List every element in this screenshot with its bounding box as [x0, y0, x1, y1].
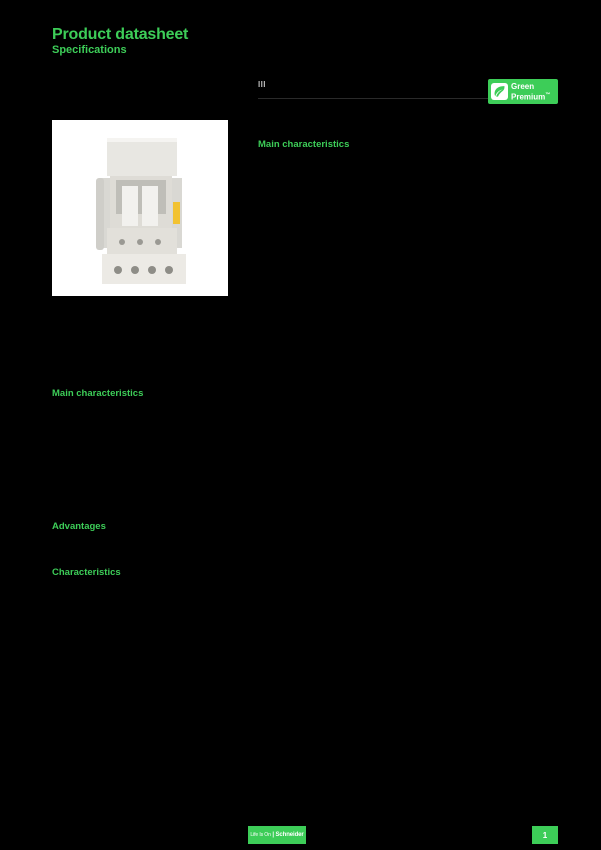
logo-brand: Schneider — [275, 832, 304, 838]
main-characteristics-heading: Main characteristics — [258, 139, 350, 150]
logo-text: Life Is On | Schneider — [250, 832, 304, 838]
schneider-electric-logo — [248, 826, 306, 844]
green-premium-badge — [488, 79, 558, 104]
green-premium-line1: Green — [511, 81, 535, 91]
logo-tagline: Life Is On — [250, 832, 271, 838]
description-heading: Main characteristics — [52, 388, 144, 399]
page-title: Product datasheet — [52, 26, 189, 43]
page-number-badge: 1 — [532, 826, 558, 844]
product-reference: III — [258, 80, 266, 89]
green-premium-line2: Premium — [511, 92, 546, 102]
trademark-symbol: ™ — [545, 91, 551, 98]
product-photo — [52, 120, 228, 296]
main-characteristics-body — [258, 155, 558, 275]
benefits-heading: Advantages — [52, 521, 106, 532]
page-subtitle: Specifications — [52, 44, 127, 56]
product-photo-graphic — [52, 120, 228, 296]
benefits-body — [52, 535, 352, 559]
leaf-icon — [491, 83, 508, 100]
description-body — [52, 402, 352, 502]
green-premium-label — [511, 82, 550, 102]
applications-body — [52, 581, 452, 761]
applications-heading: Characteristics — [52, 567, 121, 578]
